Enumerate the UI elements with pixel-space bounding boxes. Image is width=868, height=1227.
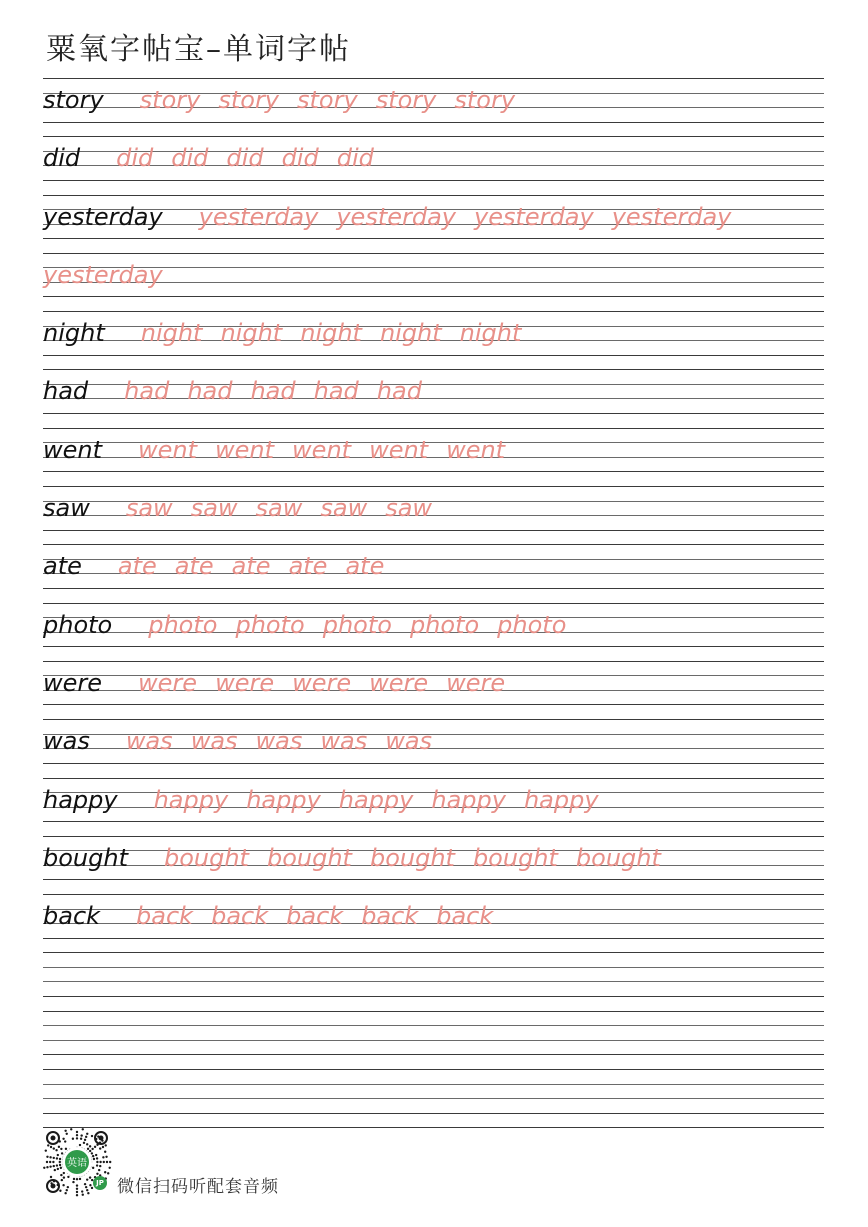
trace-word: photo bbox=[235, 610, 305, 639]
writing-grid bbox=[43, 78, 824, 1128]
trace-word: was bbox=[190, 727, 238, 756]
trace-word: yesterday bbox=[474, 202, 594, 231]
ruled-line bbox=[43, 981, 824, 982]
trace-word: went bbox=[215, 435, 275, 464]
practice-row bbox=[43, 428, 824, 486]
ruled-line bbox=[43, 778, 824, 779]
ruled-line bbox=[43, 1054, 824, 1055]
model-word: bought bbox=[43, 843, 128, 872]
trace-word: were bbox=[446, 668, 506, 697]
ruled-line bbox=[43, 996, 824, 997]
footer bbox=[41, 1126, 361, 1198]
trace-word: yesterday bbox=[43, 260, 163, 289]
trace-word: bought bbox=[575, 843, 661, 872]
trace-word: story bbox=[375, 86, 437, 114]
trace-word: back bbox=[286, 902, 344, 931]
trace-word: ate bbox=[231, 552, 271, 581]
trace-word: saw bbox=[255, 494, 303, 523]
practice-row bbox=[43, 369, 824, 427]
ruled-line bbox=[43, 588, 824, 589]
trace-word: happy bbox=[523, 785, 599, 814]
trace-word: ate bbox=[288, 552, 328, 581]
model-word: story bbox=[43, 86, 104, 114]
model-word: back bbox=[43, 902, 101, 931]
practice-row bbox=[43, 1069, 824, 1127]
practice-row bbox=[43, 311, 824, 369]
trace-word: bought bbox=[163, 843, 249, 872]
practice-row bbox=[43, 195, 824, 253]
trace-word: story bbox=[218, 86, 280, 114]
practice-row bbox=[43, 136, 824, 194]
ruled-line bbox=[43, 544, 824, 545]
trace-word: bought bbox=[472, 843, 558, 872]
trace-word: were bbox=[292, 668, 352, 697]
trace-word: went bbox=[446, 435, 506, 464]
practice-row bbox=[43, 544, 824, 602]
trace-word: had bbox=[250, 377, 296, 406]
trace-word: had bbox=[187, 377, 233, 406]
ruled-line bbox=[43, 1040, 824, 1041]
trace-word: photo bbox=[409, 610, 480, 639]
ruled-line bbox=[43, 151, 824, 152]
ruled-line bbox=[43, 836, 824, 837]
trace-word: ate bbox=[174, 552, 214, 581]
trace-word: saw bbox=[385, 494, 433, 523]
ruled-line bbox=[43, 1084, 824, 1085]
ruled-line bbox=[43, 428, 824, 429]
trace-word: story bbox=[297, 86, 358, 114]
ruled-line bbox=[43, 530, 824, 531]
trace-word: back bbox=[211, 902, 269, 931]
ruled-line bbox=[43, 763, 824, 764]
ruled-line bbox=[43, 486, 824, 487]
trace-word: saw bbox=[320, 494, 368, 523]
model-word: happy bbox=[43, 785, 118, 814]
trace-word: photo bbox=[497, 610, 567, 639]
trace-word: was bbox=[320, 727, 368, 756]
ruled-line bbox=[43, 1098, 824, 1099]
practice-row bbox=[43, 719, 824, 777]
qr-badge-label: 英语 bbox=[67, 1158, 87, 1169]
trace-word: yesterday bbox=[611, 202, 732, 231]
trace-word: bought bbox=[369, 843, 455, 872]
trace-word: story bbox=[139, 86, 201, 114]
ruled-line bbox=[43, 967, 824, 968]
trace-word: had bbox=[313, 377, 359, 406]
trace-word: had bbox=[124, 377, 170, 406]
ruled-line bbox=[43, 413, 824, 414]
practice-row bbox=[43, 253, 824, 311]
ruled-line bbox=[43, 573, 824, 574]
trace-word: went bbox=[369, 435, 429, 464]
model-word: night bbox=[43, 319, 105, 348]
ruled-line bbox=[43, 136, 824, 137]
ruled-line bbox=[43, 78, 824, 79]
ruled-line bbox=[43, 646, 824, 647]
trace-word: night bbox=[459, 319, 522, 348]
trace-word: night bbox=[300, 319, 362, 348]
model-word: saw bbox=[43, 494, 90, 523]
trace-word: ate bbox=[345, 552, 385, 581]
ruled-line bbox=[43, 296, 824, 297]
ruled-line bbox=[43, 355, 824, 356]
ruled-line bbox=[43, 559, 824, 560]
model-word: photo bbox=[43, 610, 113, 639]
trace-word: was bbox=[255, 727, 303, 756]
model-word: yesterday bbox=[43, 202, 163, 231]
ruled-line bbox=[43, 1011, 824, 1012]
trace-word: back bbox=[436, 902, 494, 931]
trace-word: story bbox=[454, 86, 516, 114]
trace-word: happy bbox=[246, 785, 321, 814]
practice-row bbox=[43, 778, 824, 836]
trace-word: yesterday bbox=[198, 202, 319, 231]
ruled-line bbox=[43, 1069, 824, 1070]
practice-row bbox=[43, 486, 824, 544]
ruled-line bbox=[43, 180, 824, 181]
ruled-line bbox=[43, 1025, 824, 1026]
model-word: was bbox=[43, 727, 90, 756]
ruled-line bbox=[43, 938, 824, 939]
trace-word: bought bbox=[266, 843, 352, 872]
ruled-line bbox=[43, 165, 824, 166]
trace-word: back bbox=[361, 902, 419, 931]
trace-word: went bbox=[292, 435, 352, 464]
practice-row bbox=[43, 836, 824, 894]
trace-word: did bbox=[116, 144, 154, 173]
trace-word: was bbox=[385, 727, 433, 756]
ruled-line bbox=[43, 253, 824, 254]
ruled-line bbox=[43, 952, 824, 953]
ruled-line bbox=[43, 603, 824, 604]
trace-word: saw bbox=[125, 494, 173, 523]
trace-word: happy bbox=[338, 785, 414, 814]
ruled-line bbox=[43, 369, 824, 370]
trace-word: ate bbox=[117, 552, 157, 581]
footer-instruction: 微信扫码听配套音频 bbox=[117, 1177, 279, 1197]
ruled-line bbox=[43, 311, 824, 312]
ruled-line bbox=[43, 661, 824, 662]
trace-word: did bbox=[171, 144, 209, 173]
trace-word: were bbox=[369, 668, 429, 697]
model-word: went bbox=[43, 435, 103, 464]
ruled-line bbox=[43, 704, 824, 705]
ruled-line bbox=[43, 821, 824, 822]
model-word: ate bbox=[43, 552, 82, 581]
page-title: 粟氧字帖宝–单词字帖 bbox=[46, 32, 351, 67]
practice-row bbox=[43, 1011, 824, 1069]
trace-word: did bbox=[226, 144, 264, 173]
ruled-line bbox=[43, 238, 824, 239]
ruled-line bbox=[43, 719, 824, 720]
ruled-line bbox=[43, 195, 824, 196]
trace-word: had bbox=[376, 377, 422, 406]
model-word: did bbox=[43, 144, 81, 173]
trace-word: went bbox=[138, 435, 198, 464]
trace-word: saw bbox=[190, 494, 238, 523]
ruled-line bbox=[43, 879, 824, 880]
ruled-line bbox=[43, 122, 824, 123]
model-word: had bbox=[43, 377, 89, 406]
ruled-line bbox=[43, 471, 824, 472]
trace-word: night bbox=[379, 319, 442, 348]
trace-word: happy bbox=[153, 785, 229, 814]
trace-word: night bbox=[220, 319, 283, 348]
trace-word: happy bbox=[431, 785, 506, 814]
practice-row bbox=[43, 78, 824, 136]
trace-word: back bbox=[136, 902, 194, 931]
trace-word: yesterday bbox=[336, 202, 457, 231]
trace-word: did bbox=[336, 144, 374, 173]
trace-word: did bbox=[281, 144, 319, 173]
trace-word: were bbox=[215, 668, 275, 697]
practice-row bbox=[43, 952, 824, 1010]
trace-word: was bbox=[125, 727, 173, 756]
ruled-line bbox=[43, 894, 824, 895]
practice-row bbox=[43, 603, 824, 661]
trace-word: photo bbox=[322, 610, 392, 639]
ruled-line bbox=[43, 1113, 824, 1114]
practice-row bbox=[43, 661, 824, 719]
practice-row bbox=[43, 894, 824, 952]
trace-word: photo bbox=[148, 610, 218, 639]
jp-badge-icon: JP bbox=[93, 1176, 107, 1190]
trace-word: were bbox=[138, 668, 198, 697]
model-word: were bbox=[43, 668, 103, 697]
trace-word: night bbox=[140, 319, 203, 348]
